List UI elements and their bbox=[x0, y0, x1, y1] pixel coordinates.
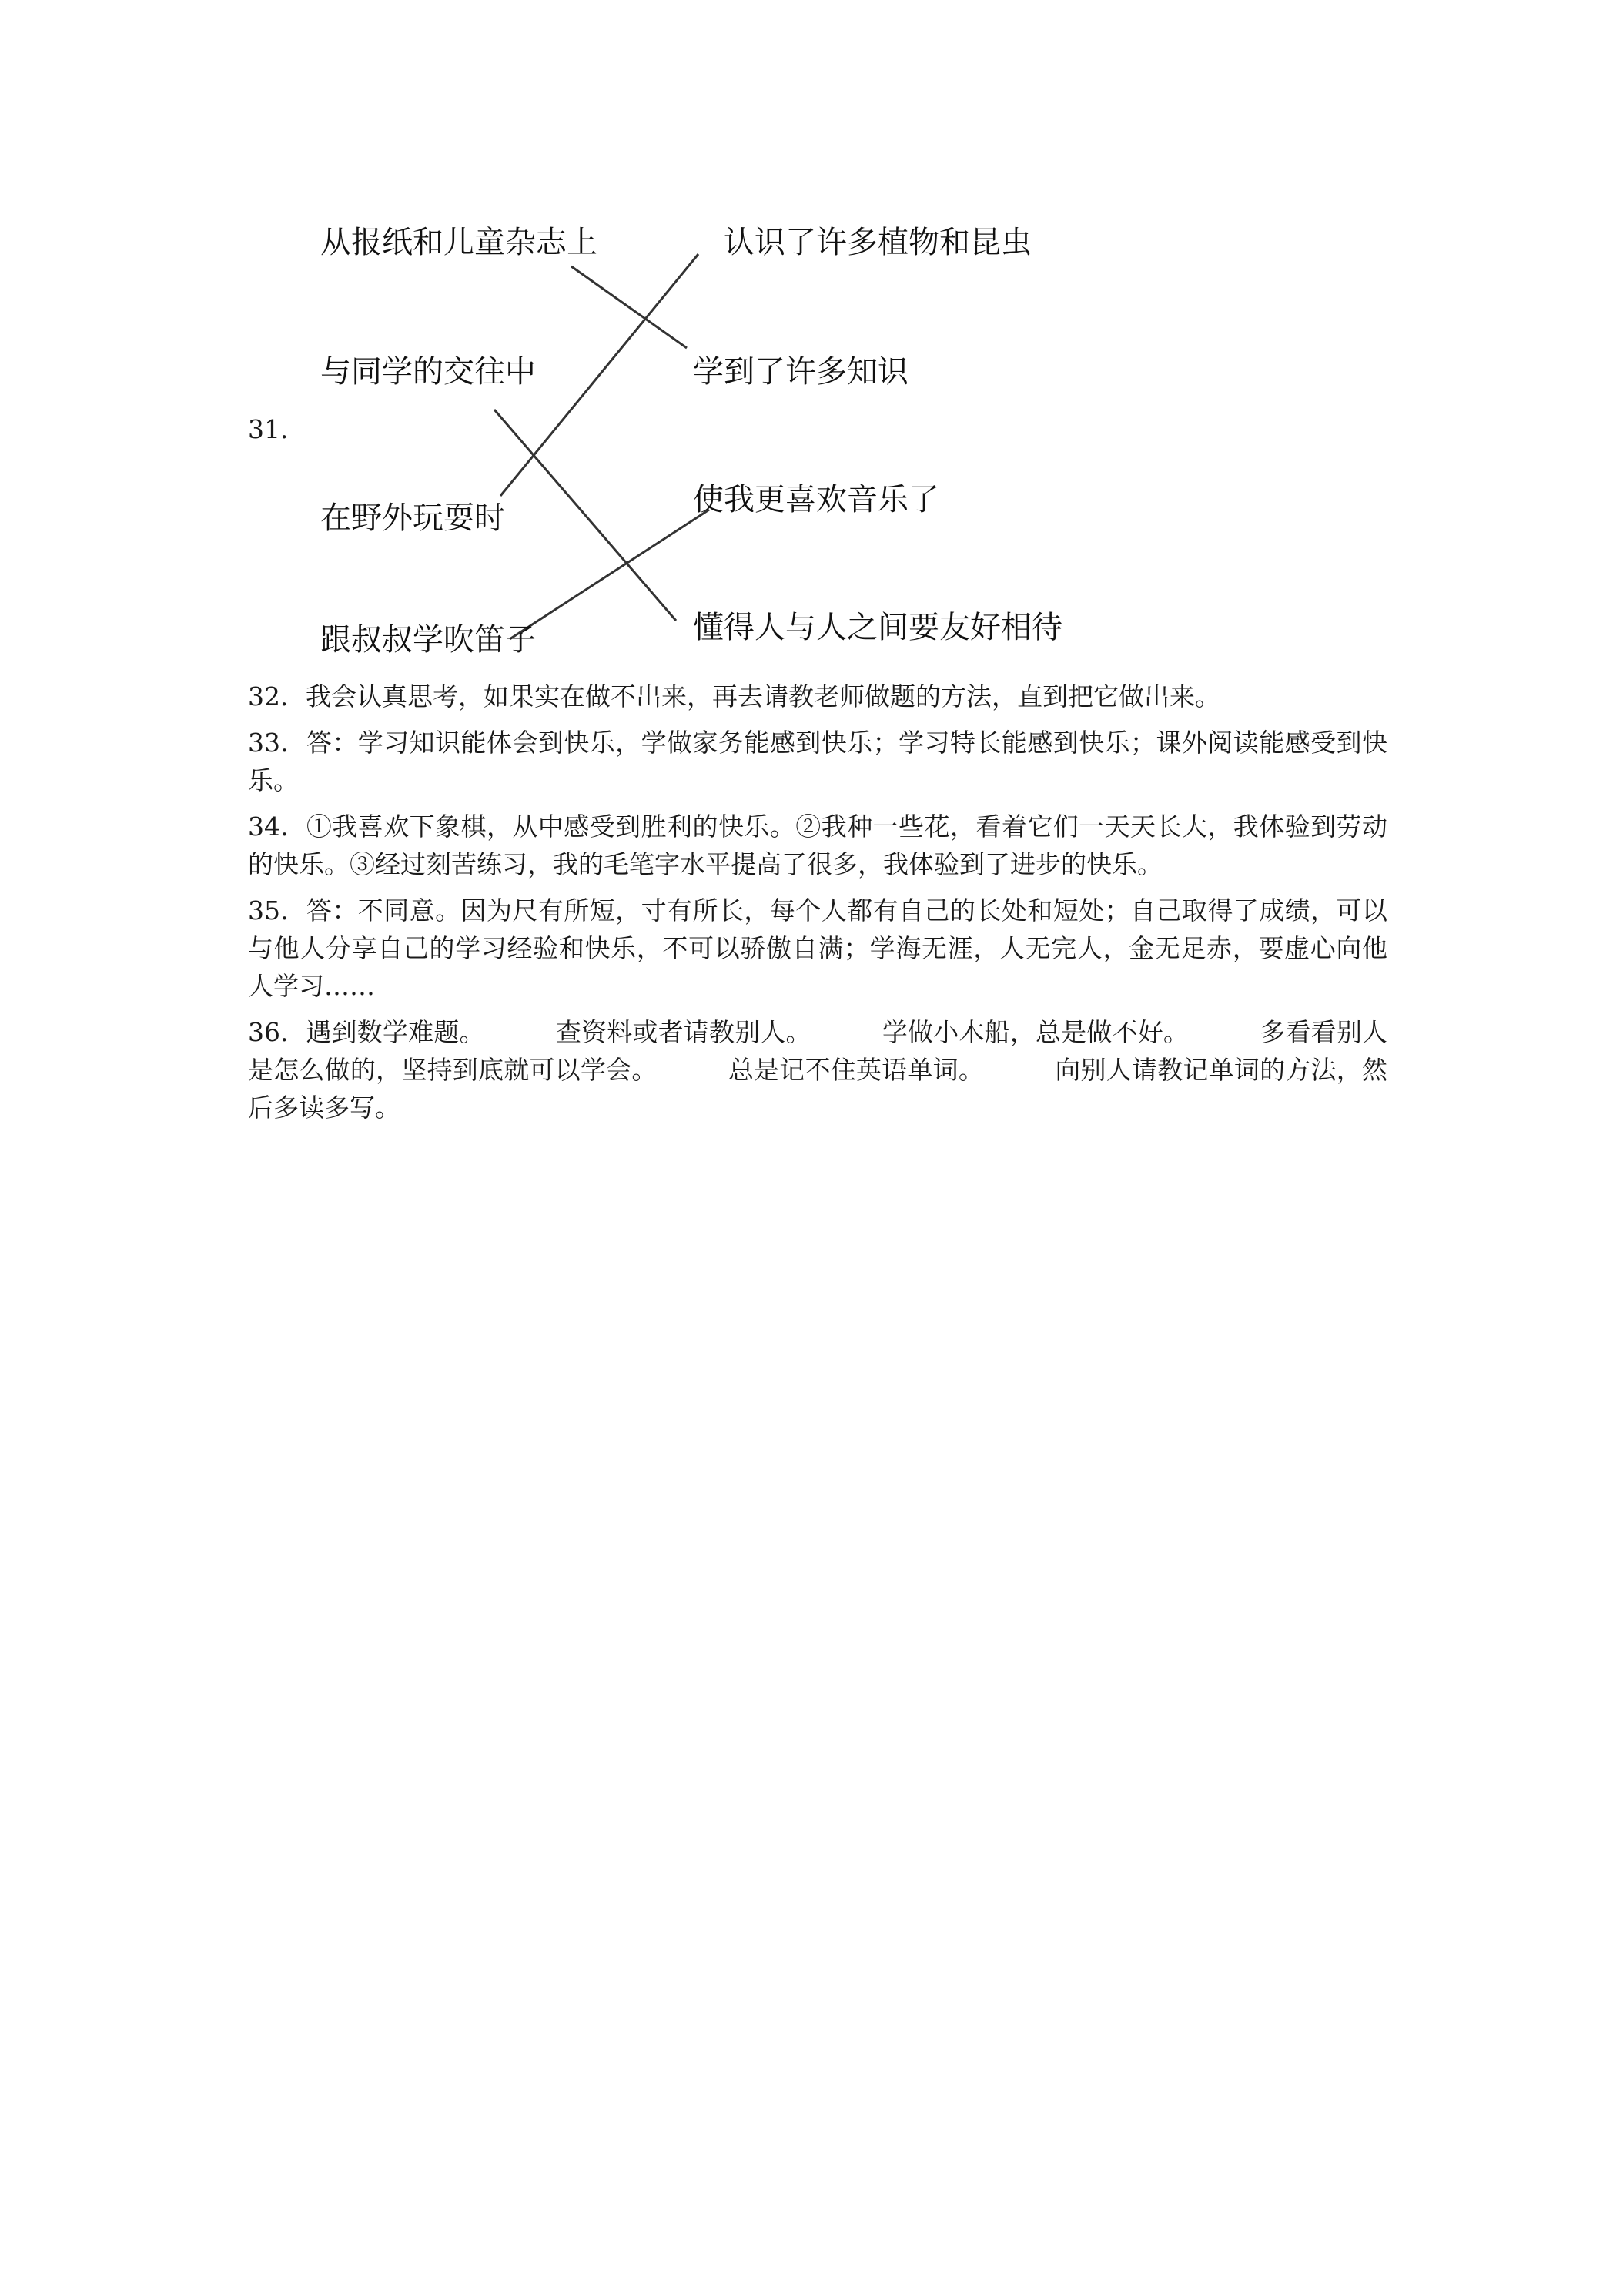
answer-36-part-5: 总是记不住英语单词。 bbox=[728, 1055, 985, 1085]
answer-36-part-4: 多看看别人是怎么做的，坚持到底就可以学会。 bbox=[248, 1017, 1388, 1085]
matching-lines bbox=[308, 208, 1078, 662]
answer-34: 34．①我喜欢下象棋，从中感受到胜利的快乐。②我种一些花，看着它们一天天长大，我体验到劳动的快乐。③经过刻苦练习，我的毛笔字水平提高了很多，我体验到了进步的快乐。 bbox=[248, 812, 1387, 879]
answers-section bbox=[248, 678, 1387, 1135]
matching-diagram bbox=[308, 208, 1078, 662]
right-item-4: 懂得人与人之间要友好相待 bbox=[693, 610, 1062, 645]
answer-33: 33．答：学习知识能体会到快乐，学做家务能感到快乐；学习特长能感到快乐；课外阅读能感受到快乐。 bbox=[248, 728, 1387, 795]
answer-35: 35．答：不同意。因为尺有所短，寸有所长，每个人都有自己的长处和短处；自己取得了成绩，可以与他人分享自己的学习经验和快乐，不可以骄傲自满；学海无涯，人无完人，金无足赤，要虚心向他人学习…… bbox=[248, 895, 1387, 1001]
answer-36 bbox=[248, 1013, 1387, 1126]
left-item-4: 跟叔叔学吹笛子 bbox=[320, 622, 536, 658]
answer-32: 32．我会认真思考，如果实在做不出来，再去请教老师做题的方法，直到把它做出来。 bbox=[248, 681, 1220, 711]
right-item-3: 使我更喜欢音乐了 bbox=[693, 482, 939, 517]
left-item-1: 从报纸和儿童杂志上 bbox=[320, 225, 597, 260]
left-item-2: 与同学的交往中 bbox=[320, 354, 536, 390]
answer-36-part-6: 向别人请教记单词的方法，然后多读多写。 bbox=[248, 1055, 1388, 1123]
left-item-3: 在野外玩耍时 bbox=[320, 500, 505, 536]
question-31-number: 31． bbox=[248, 414, 306, 444]
match-line-4 bbox=[510, 510, 709, 639]
right-item-2: 学到了许多知识 bbox=[693, 354, 909, 390]
answer-36-part-1: 36．遇到数学难题。 bbox=[248, 1017, 485, 1047]
answer-36-part-2: 查资料或者请教别人。 bbox=[555, 1017, 812, 1047]
answer-36-part-3: 学做小木船，总是做不好。 bbox=[882, 1017, 1190, 1047]
match-line-1 bbox=[571, 266, 687, 348]
right-item-1: 认识了许多植物和昆虫 bbox=[724, 225, 1032, 260]
